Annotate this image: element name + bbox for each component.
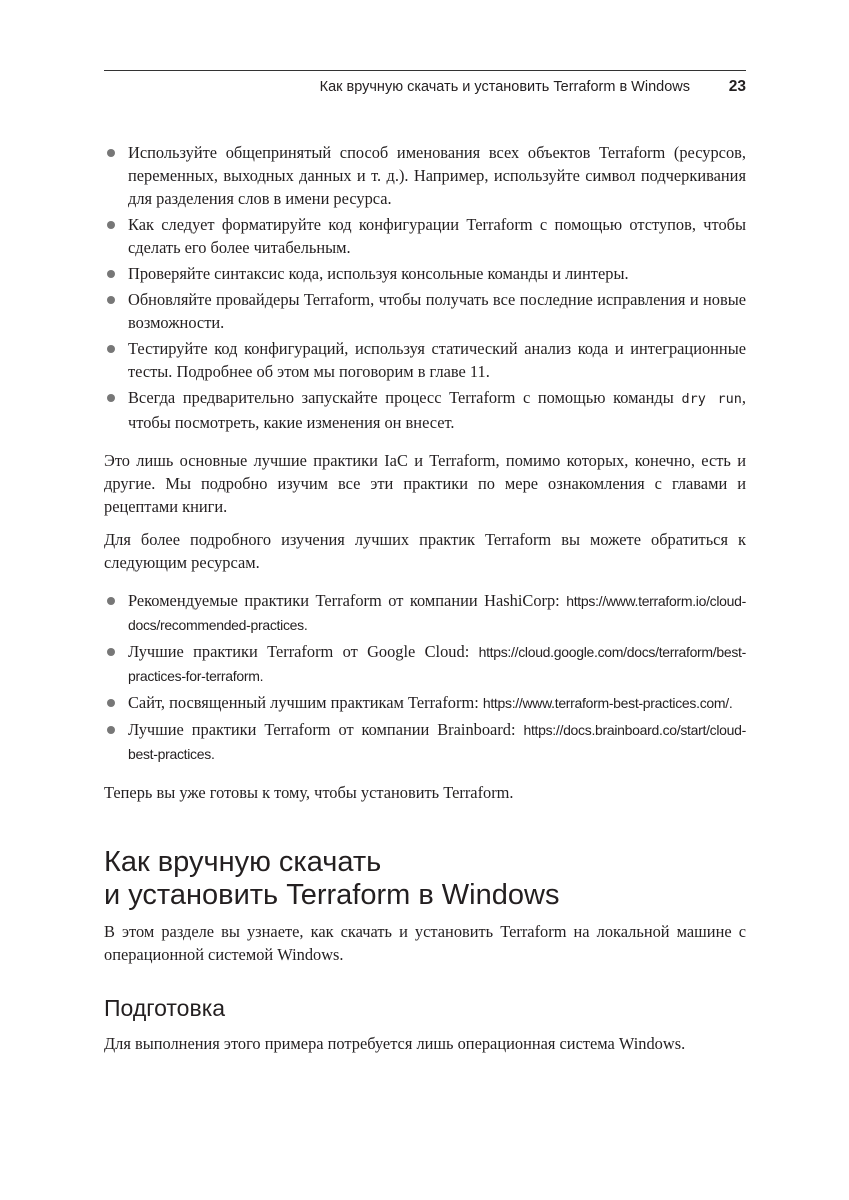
inline-code: dry run (681, 391, 742, 407)
page-content (104, 141, 746, 1055)
list-item-text: Обновляйте провайдеры Terraform, чтобы получать все последние исправления и новые возможности. (128, 290, 746, 332)
list-item-text: Лучшие практики Terraform от Google Cloud: (128, 642, 479, 661)
running-header (104, 70, 746, 95)
paragraph: Это лишь основные лучшие практики IaC и Terraform, помимо которых, конечно, есть и другие. Мы подробно изучим все эти практики по мере ознакомления с главами и рецептами книги. (104, 451, 746, 516)
bullet-icon (107, 345, 115, 353)
list-item-text: Используйте общепринятый способ именования всех объектов Terraform (ресурсов, переменных, выходных данных и т. д.). Например, используйте символ подчеркивания для разделения слов в имени ресурса. (128, 143, 746, 208)
resource-link[interactable]: https://www.terraform.io/cloud-docs/recommended-practices. (128, 593, 746, 633)
list-item (104, 262, 746, 285)
section-intro: В этом разделе вы узнаете, как скачать и установить Terraform на локальной машине с операционной системой Windows. (104, 922, 746, 964)
list-item (104, 288, 746, 334)
best-practices-list (104, 141, 746, 434)
bullet-icon (107, 149, 115, 157)
list-item-text: Тестируйте код конфигураций, используя статический анализ кода и интеграционные тесты. Подробнее об этом мы поговорим в главе 11. (128, 339, 746, 381)
list-item-text: , чтобы посмотреть, какие изменения он внесет. (128, 388, 746, 432)
resources-list (104, 589, 746, 766)
list-item (104, 691, 746, 715)
bullet-icon (107, 296, 115, 304)
paragraph: Для более подробного изучения лучших практик Terraform вы можете обратиться к следующим ресурсам. (104, 530, 746, 572)
list-item-text: Проверяйте синтаксис кода, используя консольные команды и линтеры. (128, 264, 629, 283)
bullet-icon (107, 699, 115, 707)
bullet-icon (107, 648, 115, 656)
list-item (104, 589, 746, 637)
bullet-icon (107, 270, 115, 278)
section-heading-line: и установить Terraform в Windows (104, 879, 560, 911)
list-item (104, 141, 746, 210)
bullet-icon (107, 726, 115, 734)
list-item-text: Всегда предварительно запускайте процесс Terraform с помощью команды (128, 388, 674, 407)
resource-link[interactable]: https://www.terraform-best-practices.com/. (482, 695, 733, 711)
list-item (104, 386, 746, 434)
list-item (104, 213, 746, 259)
section-heading (104, 846, 746, 912)
list-item (104, 718, 746, 766)
resource-link[interactable]: https://cloud.google.com/docs/terraform/best-practices-for-terraform. (128, 644, 746, 684)
bullet-icon (107, 394, 115, 402)
list-item-text: Рекомендуемые практики Terraform от компании HashiCorp: (128, 591, 567, 610)
paragraph: Теперь вы уже готовы к тому, чтобы установить Terraform. (104, 783, 514, 802)
page-number: 23 (728, 78, 746, 95)
list-item (104, 337, 746, 383)
bullet-icon (107, 597, 115, 605)
list-item-text: Сайт, посвященный лучшим практикам Terraform: (128, 693, 483, 712)
resource-link[interactable]: https://docs.brainboard.co/start/cloud-best-practices. (128, 722, 746, 762)
paragraph: Для выполнения этого примера потребуется лишь операционная система Windows. (104, 1034, 686, 1053)
list-item (104, 640, 746, 688)
list-item-text: Лучшие практики Terraform от компании Brainboard: (128, 720, 524, 739)
subsection-heading: Подготовка (104, 995, 226, 1021)
section-heading-line: Как вручную скачать (104, 846, 382, 878)
list-item-text: Как следует форматируйте код конфигурации Terraform с помощью отступов, чтобы сделать его более читабельным. (128, 215, 746, 257)
bullet-icon (107, 221, 115, 229)
running-header-title: Как вручную скачать и установить Terraform в Windows (319, 79, 690, 95)
